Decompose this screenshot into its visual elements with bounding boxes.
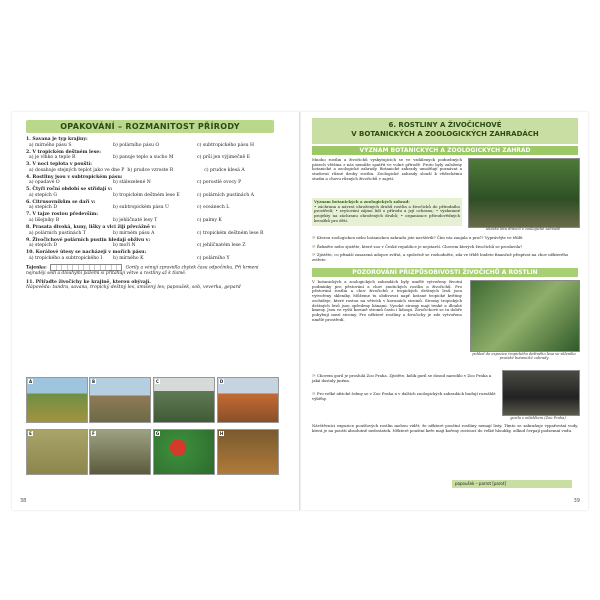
right-page <box>302 112 588 510</box>
question-text: 2. V tropickém deštném lese: <box>26 149 101 155</box>
answer-option-c: c) tropickém deštném lese R <box>197 230 264 236</box>
answer-option-a: a) tropického a subtropického I <box>29 255 103 261</box>
photo-label: B <box>91 379 96 384</box>
task-note-4: ☞ Chovem goril je proslulá Zoo Praha. Zjistěte, kolik goril se dosud narodilo v Zoo Praha a jaká dostaly jména. <box>312 373 492 383</box>
answer-option-b: b) subtropickém pásu U <box>113 205 169 211</box>
answer-option-c: c) prudce klesá A <box>204 167 245 173</box>
question-item <box>26 250 278 261</box>
caption-greenhouse: pohled do expozice tropického deštného lesa ve skleníku pražské botanické zahrady <box>472 352 576 361</box>
photo-parrot <box>153 429 215 475</box>
matching-title: 11. Přiřaďte živočichy ke krajině, kterou obývají. <box>26 279 151 285</box>
question-item <box>26 137 278 148</box>
task-note-2: ☞ Řekněte nebo zjistěte, které zoo v České republice je nejstarší. Chovem kterých živočichů se proslavila? <box>312 244 523 249</box>
question-item <box>26 238 278 249</box>
answer-option-c: c) polárních pustinách A <box>197 192 254 198</box>
adaptation-paragraph: V botanických a zoologických zahradách byly umělé vytvořeny životní podmínky pro pěstování a chov exotických rostlin a živočichů. Pro pěstování rostlin a chov živočichů z tropických deštných lesů jsou vytvořeny skleníky. Můžeme tu obdivovat např. krásné tropické květiny orchideje, které rostou na větvích v korunách stromů. Stromy tropických deštných lesů jsou opředeny liánami. Vysoké stromy mají tenké a dlouhé kmeny. Jsou ve vyšší koruně stromů často i lidoopi. Živočichové se tu dobře pohybují mezi stromy. Pro některé rostliny a živočichy je zde vytvořeno umělé prostředí. <box>312 279 462 322</box>
answer-option-c: c) prší jen výjimečně E <box>197 155 251 161</box>
vocabulary-note: papoušek – parrot [parot] <box>452 480 572 488</box>
question-item <box>26 212 278 223</box>
answer-option-a: a) mírného pásu S <box>29 142 72 148</box>
page-number-right: 39 <box>573 498 580 504</box>
question-item <box>26 150 278 161</box>
answer-options <box>26 243 278 249</box>
task-note-1: ☞ Kterou zoologickou nebo botanickou zahradu jste navštívili? Čím vás zaujala a proč? Vyprávějte ve třídě. <box>312 235 524 240</box>
matching-task <box>26 280 278 291</box>
photo-label: A <box>28 379 33 384</box>
photo-cheetah <box>26 429 88 475</box>
answer-options <box>26 155 278 161</box>
answer-option-a: a) stepích D <box>29 243 57 249</box>
answer-option-b: b) polárního pásu O <box>113 142 160 148</box>
answer-option-b: b) mírného K <box>113 255 144 261</box>
answer-option-c: c) palmy K <box>197 218 222 224</box>
answer-option-b: b) moři N <box>113 243 136 249</box>
question-text: 6. Citrusovníkům se daří v: <box>26 199 96 205</box>
task-note-2-text: Řekněte nebo zjistěte, které zoo v České republice je nejstarší. Chovem kterých živočichů se proslavila? <box>316 244 523 249</box>
answer-option-c: c) subtropického pásu H <box>197 142 255 148</box>
section-heading-adaptation: POZOROVÁNÍ PŘIZPŮSOBIVOSTI ŽIVOČICHŮ A ROSTLIN <box>312 268 578 277</box>
answer-option-a: a) stepích G <box>29 192 57 198</box>
question-text: 4. Rostliny jsou v subtropickém pásu: <box>26 174 123 180</box>
answer-option-c: c) jehličnatém lese Z <box>197 243 246 249</box>
list-items: • záchrana a návrat ohrožených druhů rostlin a živočichů do přírodního prostředí; • zvyšování zájmu lidí o přírodu a její ochranu; • výzkumné projekty na záchranu ohrožených druhů; • organizace přírodovědných kroužků pro děti. <box>314 203 460 223</box>
desert-paragraph: Návštěvníci expozice poušťových rostlin mohou vidět, že některé pouštní rostliny nemají listy. Tímto se zabraňuje vypařování vody, která je na poušti absolutně nedostatek. Některé pouštní keře mají kořeny rostoucí do velké hloubky, odkud čerpají podzemní vodu. <box>312 423 578 433</box>
photo-squirrel <box>217 429 279 475</box>
left-page <box>12 112 300 510</box>
book-gutter <box>299 112 301 510</box>
photo-raptor-show <box>468 158 580 228</box>
question-text: 8. Prasata divoká, kuny, lišky a vlci žijí převážně v: <box>26 225 156 231</box>
photo-misty-forest <box>153 377 215 423</box>
photo-label: H <box>219 431 224 436</box>
question-text: 9. Živočichové polárních pustin hledají obživu v: <box>26 237 151 243</box>
section-heading-importance: VÝZNAM BOTANICKÝCH A ZOOLOGICKÝCH ZAHRAD <box>312 146 578 155</box>
matching-hint: Nápověda: tundra, savana, tropický deštný les, smíšený les; papoušek, sob, veverka, gepard <box>26 285 241 291</box>
question-text: 7. V tajze rostou především: <box>26 212 98 218</box>
answer-option-b: b) jehličnaté lesy T <box>113 218 158 224</box>
photo-label: F <box>92 431 95 436</box>
intro-paragraph: Mnoho rostlin a živočichů vyskytujících se ve vzdálených podnebných pásech většina z nás nemůže spatřit ve volné přírodě. Proto byly založeny botanické a zoologické zahrady. Botanické zahrady umožňují poznávat a studovat různé druhy rostlin. Zoologické zahrady slouží k vědeckému studiu a chovu různých živočichů v zajetí. <box>312 157 462 181</box>
photo-rocky-landscape <box>89 377 151 423</box>
answer-option-c: c) porostlé ovocy P <box>197 180 242 186</box>
secret-label: Tajenka: <box>26 265 47 271</box>
task-note-5: ☞ Pro velké africké šelmy se v Zoo Praha a v dalších zoologických zahradách budují rozsáhlé výběhy. <box>312 391 496 401</box>
answer-option-a: a) opadavé O <box>29 180 60 186</box>
photo-tundra <box>217 377 279 423</box>
answer-option-a: a) dosahuje stejných teplot jako ve dne P <box>29 167 125 173</box>
chapter-title-line1: 6. ROSTLINY A ŽIVOČICHOVÉ <box>388 121 502 129</box>
answer-option-b: b) stálezelené N <box>113 180 151 186</box>
caption-gorilla: gorila s mládětem (Zoo Praha) <box>510 416 566 420</box>
answer-option-c: c) polárního Y <box>197 255 230 261</box>
answer-option-a: a) stepích D <box>29 205 57 211</box>
task-note-3-text: Zjistěte, co přináší zasazená adopce zvířat, a společně se rozhodněte, zda ve třídě budete finančně přispívat na chov některého zvířete. <box>312 252 569 262</box>
answer-options <box>26 218 278 224</box>
task-note-4-text: Chovem goril je proslulá Zoo Praha. Zjistěte, kolik goril se dosud narodilo v Zoo Praha a jaká dostaly jména. <box>312 373 492 383</box>
answer-option-b: b) panuje teplo a sucho M <box>113 155 174 161</box>
answer-options <box>26 143 278 149</box>
answer-option-b: b) tropickém deštném lese E <box>113 192 180 198</box>
answer-option-a: a) je vlhko a teplo R <box>29 155 76 161</box>
review-questions <box>26 137 278 291</box>
photo-gorilla <box>502 370 580 416</box>
task-note-1-text: Kterou zoologickou nebo botanickou zahradu jste navštívili? Čím vás zaujala a proč? Vyprávějte ve třídě. <box>316 235 524 240</box>
question-text: 3. V noci teplota v pouští: <box>26 162 92 168</box>
photo-label: C <box>156 379 159 384</box>
list-title: Význam botanických a zoologických zahrad: <box>314 199 410 204</box>
answer-options <box>26 180 278 186</box>
answer-option-b: b) prudce vzroste R <box>127 167 174 173</box>
photo-label: G <box>155 431 160 436</box>
photo-label: D <box>219 379 224 384</box>
question-text: 1. Savana je typ krajiny: <box>26 137 88 142</box>
answer-options <box>26 205 278 211</box>
answer-options <box>26 168 278 174</box>
secret-task <box>26 264 278 276</box>
answer-options <box>26 256 278 262</box>
review-title: OPAKOVÁNÍ – ROZMANITOST PŘÍRODY <box>26 120 274 133</box>
task-note-5-text: Pro velké africké šelmy se v Zoo Praha a v dalších zoologických zahradách budují rozsáhlé výběhy. <box>312 391 496 401</box>
answer-options <box>26 231 278 237</box>
photo-tropical-greenhouse <box>470 280 580 352</box>
chapter-title <box>312 118 578 144</box>
answer-option-c: c) oceánech L <box>197 205 230 211</box>
importance-list <box>312 198 462 226</box>
question-item <box>26 187 278 198</box>
question-item <box>26 175 278 186</box>
secret-text: Gorily a vénují zpravidla zbytek času odpočinku. Při krmení nejraději sedí a dlouhými pažemi si přitahují větve a rostliny až k tlamě. <box>26 265 259 277</box>
photo-reindeer <box>89 429 151 475</box>
question-item <box>26 162 278 173</box>
page-number-left: 38 <box>20 498 27 504</box>
photo-label: E <box>29 431 32 436</box>
answer-options <box>26 193 278 199</box>
photo-grid <box>26 377 278 487</box>
answer-option-b: b) mírném pásu A <box>113 230 155 236</box>
answer-option-a: a) lišejníky B <box>29 218 60 224</box>
caption-raptor: ukázka letu dravců v zoologické zahradě <box>485 227 561 231</box>
answer-option-a: a) polárních pustinách T <box>29 230 86 236</box>
question-text: 5. Čtyři roční období se střídají v: <box>26 187 113 193</box>
question-item <box>26 200 278 211</box>
task-note-3: ☞ Zjistěte, co přináší zasazená adopce zvířat, a společně se rozhodněte, zda ve třídě budete finančně přispívat na chov některého zvířete. <box>312 252 569 262</box>
photo-savanna-tree <box>26 377 88 423</box>
chapter-title-line2: V BOTANICKÝCH A ZOOLOGICKÝCH ZAHRADÁCH <box>351 129 539 138</box>
question-text: 10. Korálové útesy se nacházejí v mořích pásu: <box>26 250 147 256</box>
question-item <box>26 225 278 236</box>
